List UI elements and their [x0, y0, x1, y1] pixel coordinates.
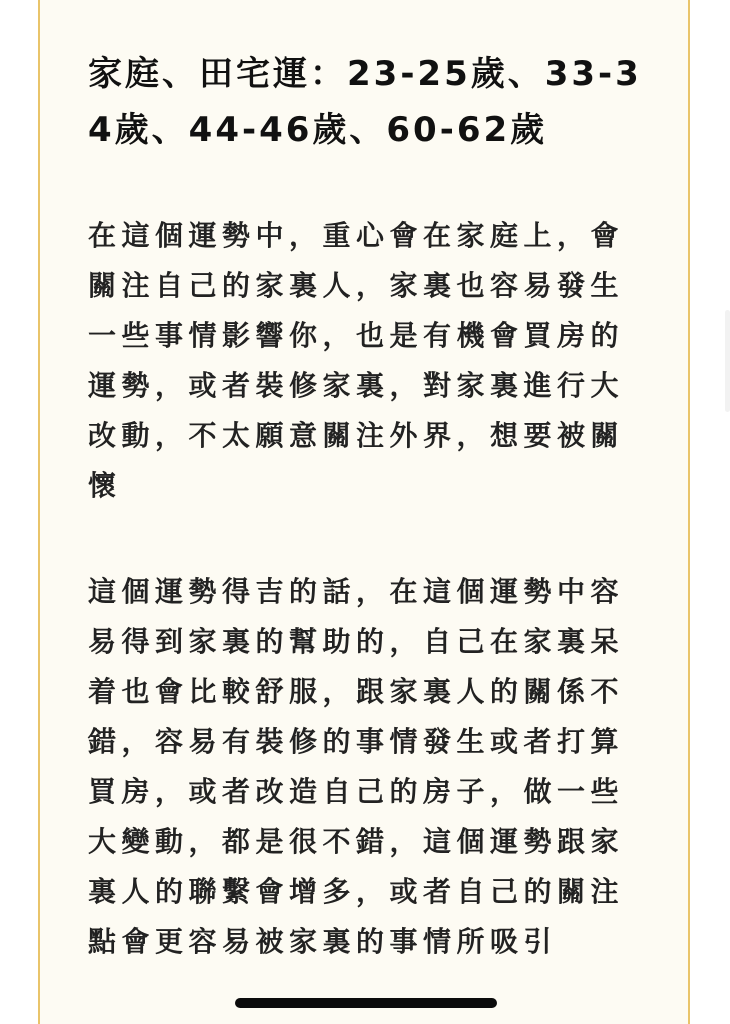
paragraph-good-fortune: 這個運勢得吉的話，在這個運勢中容易得到家裏的幫助的，自己在家裏呆着也會比較舒服，跟家裏人的關係不錯，容易有裝修的事情發生或者打算買房，或者改造自己的房子，做一些大變動，都是很不錯，這個運勢跟家裏人的聯繫會增多，或者自己的關注點會更容易被家裏的事情所吸引	[88, 575, 625, 958]
home-indicator[interactable]	[235, 998, 497, 1008]
scroll-indicator[interactable]	[725, 310, 730, 412]
section-heading: 家庭、田宅運：23-25歲、33-34歲、44-46歲、60-62歲	[88, 54, 642, 150]
article-card	[38, 0, 690, 1024]
paragraph-family-focus: 在這個運勢中，重心會在家庭上，會關注自己的家裏人，家裏也容易發生一些事情影響你，也是有機會買房的運勢，或者裝修家裏，對家裏進行大改動，不太願意關注外界，想要被關懷	[88, 219, 625, 502]
